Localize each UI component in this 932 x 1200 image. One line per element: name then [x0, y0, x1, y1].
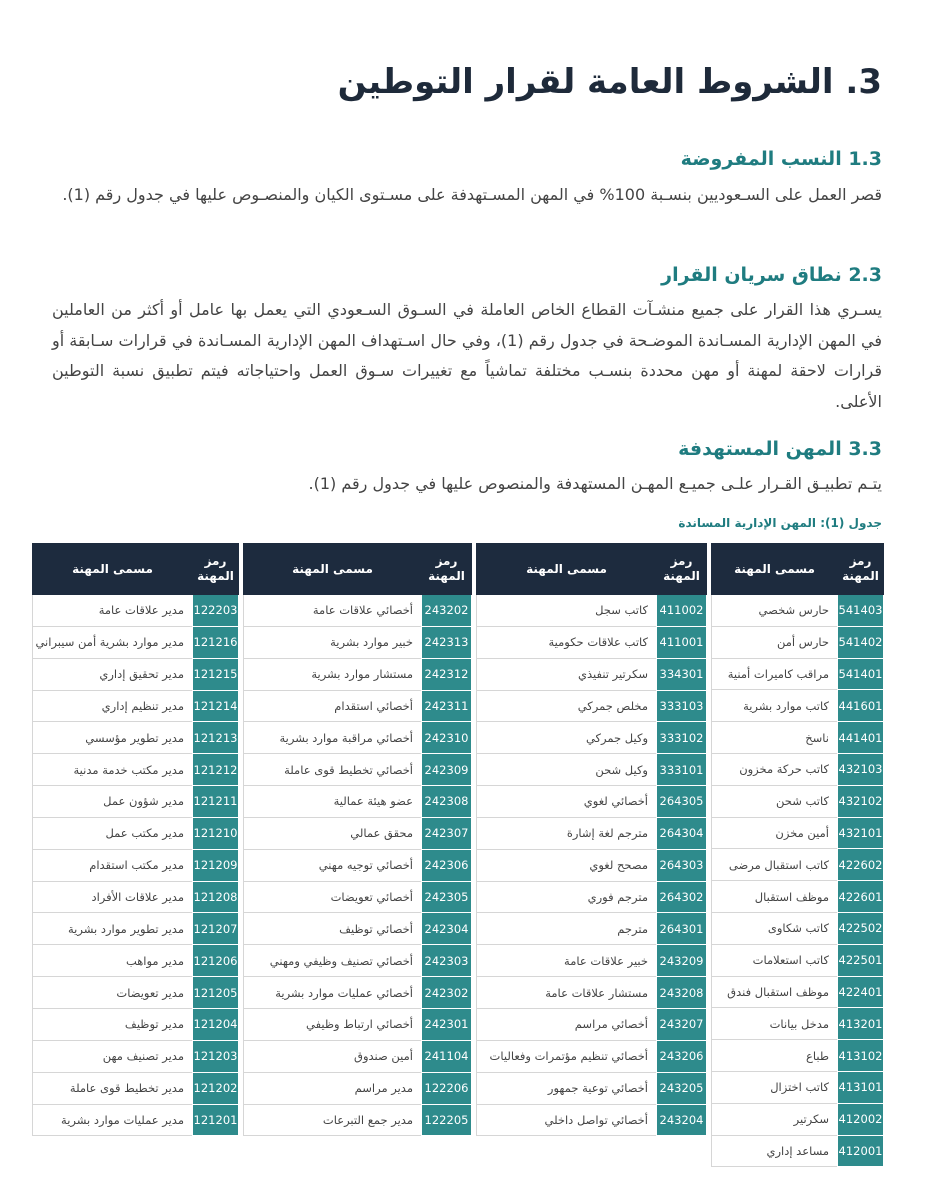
table-row: [712, 626, 884, 658]
occupation-code: 541402: [838, 626, 884, 658]
occupation-name: مدير مكتب خدمة مدنية: [33, 754, 193, 786]
table-row: [244, 1136, 472, 1168]
occupation-code: 412002: [838, 1103, 884, 1135]
occupation-name: كاتب استعلامات: [712, 944, 838, 976]
occupation-name: أخصائي تصنيف وظيفي ومهني: [244, 945, 422, 977]
occupation-name: مدير تنظيم إداري: [33, 690, 193, 722]
occupation-code: 121211: [193, 786, 239, 818]
occupation-code: 264303: [657, 849, 707, 881]
occupation-name: أخصائي علاقات عامة: [244, 595, 422, 627]
occupation-code: 441401: [838, 722, 884, 754]
table-row: [33, 690, 239, 722]
occupation-name: أخصائي مراسم: [477, 1008, 657, 1040]
occupation-name: مترجم: [477, 913, 657, 945]
occupation-code: 121204: [193, 1008, 239, 1040]
occupation-code: 242301: [422, 1008, 472, 1040]
occupation-code: 242309: [422, 754, 472, 786]
table-row: [244, 849, 472, 881]
table-row: [712, 817, 884, 849]
table-row: [33, 595, 239, 627]
occupation-name: أمين مخزن: [712, 817, 838, 849]
code-header: رمز المهنة: [838, 544, 884, 595]
table-caption: جدول (1): المهن الإدارية المساندة: [678, 516, 882, 530]
table-row: [712, 753, 884, 785]
name-header: مسمى المهنة: [244, 544, 422, 595]
occupation-code: 242312: [422, 658, 472, 690]
table-row: [477, 977, 707, 1009]
name-header: مسمى المهنة: [712, 544, 838, 595]
occupation-name: سكرتير: [712, 1103, 838, 1135]
table-row: [244, 786, 472, 818]
page-title: 3. الشروط العامة لقرار التوطين: [337, 62, 882, 102]
occupation-name: أخصائي تخطيط قوى عاملة: [244, 754, 422, 786]
occupation-name: مدير مكتب عمل: [33, 817, 193, 849]
code-header: رمز المهنة: [193, 544, 239, 595]
occupation-code: 243202: [422, 595, 472, 627]
occupation-code: 432103: [838, 753, 884, 785]
occupation-code: 242308: [422, 786, 472, 818]
table-row: [712, 722, 884, 754]
table-row: [712, 944, 884, 976]
occupation-code: 121203: [193, 1040, 239, 1072]
table-row: [244, 658, 472, 690]
occupation-code: 413101: [838, 1071, 884, 1103]
occupation-name: حارس شخصي: [712, 595, 838, 627]
occupation-name: مخلص جمركي: [477, 690, 657, 722]
occupation-code: 121215: [193, 658, 239, 690]
occupation-name: أخصائي عمليات موارد بشرية: [244, 977, 422, 1009]
code-header: رمز المهنة: [422, 544, 472, 595]
table-group-3: [243, 543, 472, 1167]
occupation-code: 264304: [657, 817, 707, 849]
table-row: [477, 722, 707, 754]
occupation-code: 264302: [657, 881, 707, 913]
table-row: [477, 786, 707, 818]
section-heading-ratios: 1.3 النسب المفروضة: [680, 148, 882, 170]
section-heading-targeted: 3.3 المهن المستهدفة: [678, 438, 882, 460]
table-row: [712, 881, 884, 913]
occupation-name: أخصائي تواصل داخلي: [477, 1104, 657, 1136]
occupation-name: خبير علاقات عامة: [477, 945, 657, 977]
occupation-name: مستشار موارد بشرية: [244, 658, 422, 690]
occupation-code: 243207: [657, 1008, 707, 1040]
occupation-name: كاتب شكاوى: [712, 912, 838, 944]
occupation-name: مدير مكتب استقدام: [33, 849, 193, 881]
occupation-name: وكيل جمركي: [477, 722, 657, 754]
occupation-code: 122203: [193, 595, 239, 627]
section-text-targeted: يتـم تطبيـق القـرار علـى جميـع المهـن المستهدفة والمنصوص عليها في جدول رقم (1).: [308, 474, 882, 493]
table-row: [477, 1008, 707, 1040]
occupation-code: 422502: [838, 912, 884, 944]
table-row: [477, 945, 707, 977]
table-row: [33, 658, 239, 690]
occupation-name: ناسخ: [712, 722, 838, 754]
occupation-code: 412001: [838, 1135, 884, 1167]
table-row: [33, 1008, 239, 1040]
table-row: [244, 913, 472, 945]
table-row: [33, 1104, 239, 1136]
table-row: [712, 785, 884, 817]
occupation-code: 121206: [193, 945, 239, 977]
occupation-code: 413102: [838, 1040, 884, 1072]
table-row: [477, 1136, 707, 1168]
occupation-code: 432102: [838, 785, 884, 817]
section-text-scope: يسـري هذا القرار على جميع منشـآت القطاع الخاص العاملة في السـوق السـعودي التي يعمل بها عامل أو أكثر من العاملين في المهن الإدارية المسـاندة الموضـحة في جدول رقم (1)، وفي حال اسـتهداف المهن الإدارية المسـاندة في قرارات سـابقة أو قرارات لاحقة لمهنة أو مهن محددة بنسـب مختلفة تماشياً مع تغييرات سـوق العمل واحتياجاته فيتم تطبيق نسبة التوطين الأعلى.: [52, 300, 882, 411]
table-row: [477, 754, 707, 786]
table-row: [33, 1136, 239, 1168]
table-row: [33, 945, 239, 977]
table-row: [33, 626, 239, 658]
table-row: [712, 595, 884, 627]
table-row: [712, 1103, 884, 1135]
table-row: [244, 722, 472, 754]
table-group-4: [32, 543, 239, 1167]
table-row: [33, 881, 239, 913]
occupation-code: 333103: [657, 690, 707, 722]
occupation-name: كاتب استقبال مرضى: [712, 849, 838, 881]
occupation-name: أخصائي تعويضات: [244, 881, 422, 913]
occupation-name: مدير تخطيط قوى عاملة: [33, 1072, 193, 1104]
occupation-name: أخصائي توعية جمهور: [477, 1072, 657, 1104]
occupation-name: مدير علاقات عامة: [33, 595, 193, 627]
occupation-code: 241104: [422, 1040, 472, 1072]
occupation-name: مدير شؤون عمل: [33, 786, 193, 818]
occupation-name: مدير مواهب: [33, 945, 193, 977]
occupation-code: 242311: [422, 690, 472, 722]
occupation-code: 121214: [193, 690, 239, 722]
occupation-name: مدير عمليات موارد بشرية: [33, 1104, 193, 1136]
occupation-code: 334301: [657, 658, 707, 690]
occupation-name: أخصائي توظيف: [244, 913, 422, 945]
occupation-code: 243209: [657, 945, 707, 977]
occupation-name: مدير تعويضات: [33, 977, 193, 1009]
table-row: [244, 977, 472, 1009]
occupation-code: 243204: [657, 1104, 707, 1136]
name-header: مسمى المهنة: [33, 544, 193, 595]
occupation-name: مدير توظيف: [33, 1008, 193, 1040]
occupation-code: 411002: [657, 595, 707, 627]
table-row: [244, 1104, 472, 1136]
table-row: [244, 1008, 472, 1040]
table-row: [477, 595, 707, 627]
occupation-name: خبير موارد بشرية: [244, 626, 422, 658]
table-row: [477, 1040, 707, 1072]
table-row: [477, 817, 707, 849]
occupation-name: مدير تطوير مؤسسي: [33, 722, 193, 754]
occupation-code: 242307: [422, 817, 472, 849]
occupation-code: 121212: [193, 754, 239, 786]
occupation-code: 432101: [838, 817, 884, 849]
table-row: [244, 881, 472, 913]
occupation-code: 541401: [838, 658, 884, 690]
occupation-code: 242313: [422, 626, 472, 658]
table-row: [712, 690, 884, 722]
occupation-name: سكرتير تنفيذي: [477, 658, 657, 690]
occupation-code: 243205: [657, 1072, 707, 1104]
occupation-name: مترجم فوري: [477, 881, 657, 913]
table-row: [33, 849, 239, 881]
occupation-code: 242302: [422, 977, 472, 1009]
table-row: [712, 849, 884, 881]
table-row: [477, 849, 707, 881]
occupation-name: أخصائي ارتباط وظيفي: [244, 1008, 422, 1040]
occupation-code: 264301: [657, 913, 707, 945]
occupation-code: 333102: [657, 722, 707, 754]
occupation-code: 422602: [838, 849, 884, 881]
table-row: [33, 1040, 239, 1072]
occupation-name: موظف استقبال: [712, 881, 838, 913]
occupation-name: مدير جمع التبرعات: [244, 1104, 422, 1136]
table-group-1: [711, 543, 884, 1167]
occupation-name: طباع: [712, 1040, 838, 1072]
table-row: [33, 817, 239, 849]
occupation-name: كاتب موارد بشرية: [712, 690, 838, 722]
occupation-code: 242303: [422, 945, 472, 977]
table-row: [712, 1135, 884, 1167]
occupation-name: أخصائي توجيه مهني: [244, 849, 422, 881]
occupation-code: 122205: [422, 1104, 472, 1136]
table-row: [477, 658, 707, 690]
occupation-code: 422501: [838, 944, 884, 976]
occupation-code: 121201: [193, 1104, 239, 1136]
occupation-code: 121209: [193, 849, 239, 881]
occupation-code: 121216: [193, 626, 239, 658]
table-row: [712, 1040, 884, 1072]
occupation-code: 541403: [838, 595, 884, 627]
occupation-code: 121213: [193, 722, 239, 754]
occupation-name: كاتب اختزال: [712, 1071, 838, 1103]
occupation-name: مراقب كاميرات أمنية: [712, 658, 838, 690]
occupation-name: مدير تحقيق إداري: [33, 658, 193, 690]
occupation-name: وكيل شحن: [477, 754, 657, 786]
occupation-code: 242306: [422, 849, 472, 881]
table-row: [33, 786, 239, 818]
occupation-name: كاتب شحن: [712, 785, 838, 817]
occupation-code: 411001: [657, 626, 707, 658]
table-row: [33, 913, 239, 945]
table-row: [712, 1008, 884, 1040]
occupation-code: 422601: [838, 881, 884, 913]
code-header: رمز المهنة: [657, 544, 707, 595]
occupation-name: محقق عمالي: [244, 817, 422, 849]
table-row: [477, 626, 707, 658]
occupation-code: 264305: [657, 786, 707, 818]
occupation-name: مستشار علاقات عامة: [477, 977, 657, 1009]
occupation-code: 333101: [657, 754, 707, 786]
table-row: [477, 1072, 707, 1104]
table-row: [244, 626, 472, 658]
table-row: [244, 1040, 472, 1072]
occupation-code: 243208: [657, 977, 707, 1009]
occupation-name: مدير علاقات الأفراد: [33, 881, 193, 913]
table-row: [477, 913, 707, 945]
occupation-name: كاتب علاقات حكومية: [477, 626, 657, 658]
occupation-name: أخصائي مراقبة موارد بشرية: [244, 722, 422, 754]
occupation-name: مدخل بيانات: [712, 1008, 838, 1040]
occupation-name: مدير مراسم: [244, 1072, 422, 1104]
table-row: [712, 658, 884, 690]
occupation-name: حارس أمن: [712, 626, 838, 658]
occupation-code: 422401: [838, 976, 884, 1008]
occupation-code: 122206: [422, 1072, 472, 1104]
table-row: [244, 817, 472, 849]
occupation-code: 121210: [193, 817, 239, 849]
occupation-name: أمين صندوق: [244, 1040, 422, 1072]
table-row: [477, 690, 707, 722]
occupation-name: مدير تطوير موارد بشرية: [33, 913, 193, 945]
occupation-name: مدير موارد بشرية أمن سيبراني: [33, 626, 193, 658]
occupation-name: موظف استقبال فندق: [712, 976, 838, 1008]
occupations-table: [32, 543, 884, 1167]
occupation-code: 121208: [193, 881, 239, 913]
table-row: [244, 595, 472, 627]
table-row: [477, 881, 707, 913]
occupation-code: 121202: [193, 1072, 239, 1104]
table-row: [33, 754, 239, 786]
table-row: [244, 945, 472, 977]
occupation-name: مترجم لغة إشارة: [477, 817, 657, 849]
table-row: [712, 912, 884, 944]
occupation-code: 121207: [193, 913, 239, 945]
table-row: [244, 690, 472, 722]
occupation-name: عضو هيئة عمالية: [244, 786, 422, 818]
occupation-name: أخصائي تنظيم مؤتمرات وفعاليات: [477, 1040, 657, 1072]
occupation-code: 243206: [657, 1040, 707, 1072]
table-row: [33, 722, 239, 754]
table-row: [33, 977, 239, 1009]
table-row: [712, 1071, 884, 1103]
occupation-name: مساعد إداري: [712, 1135, 838, 1167]
table-row: [712, 976, 884, 1008]
section-text-ratios: قصر العمل على السـعوديين بنسـبة 100% في المهن المسـتهدفة على مسـتوى الكيان والمنصـوص عليها في جدول رقم (1).: [62, 185, 882, 204]
occupation-name: مدير تصنيف مهن: [33, 1040, 193, 1072]
occupation-code: 413201: [838, 1008, 884, 1040]
occupation-code: 121205: [193, 977, 239, 1009]
table-group-2: [476, 543, 707, 1167]
occupation-name: أخصائي استقدام: [244, 690, 422, 722]
table-row: [477, 1104, 707, 1136]
occupation-code: 242305: [422, 881, 472, 913]
occupation-code: 242304: [422, 913, 472, 945]
table-row: [244, 1072, 472, 1104]
occupation-name: كاتب حركة مخزون: [712, 753, 838, 785]
table-row: [33, 1072, 239, 1104]
occupation-name: مصحح لغوي: [477, 849, 657, 881]
occupation-name: أخصائي لغوي: [477, 786, 657, 818]
table-row: [244, 754, 472, 786]
occupation-code: 242310: [422, 722, 472, 754]
occupation-name: كاتب سجل: [477, 595, 657, 627]
name-header: مسمى المهنة: [477, 544, 657, 595]
section-heading-scope: 2.3 نطاق سريان القرار: [661, 264, 882, 286]
occupation-code: 441601: [838, 690, 884, 722]
